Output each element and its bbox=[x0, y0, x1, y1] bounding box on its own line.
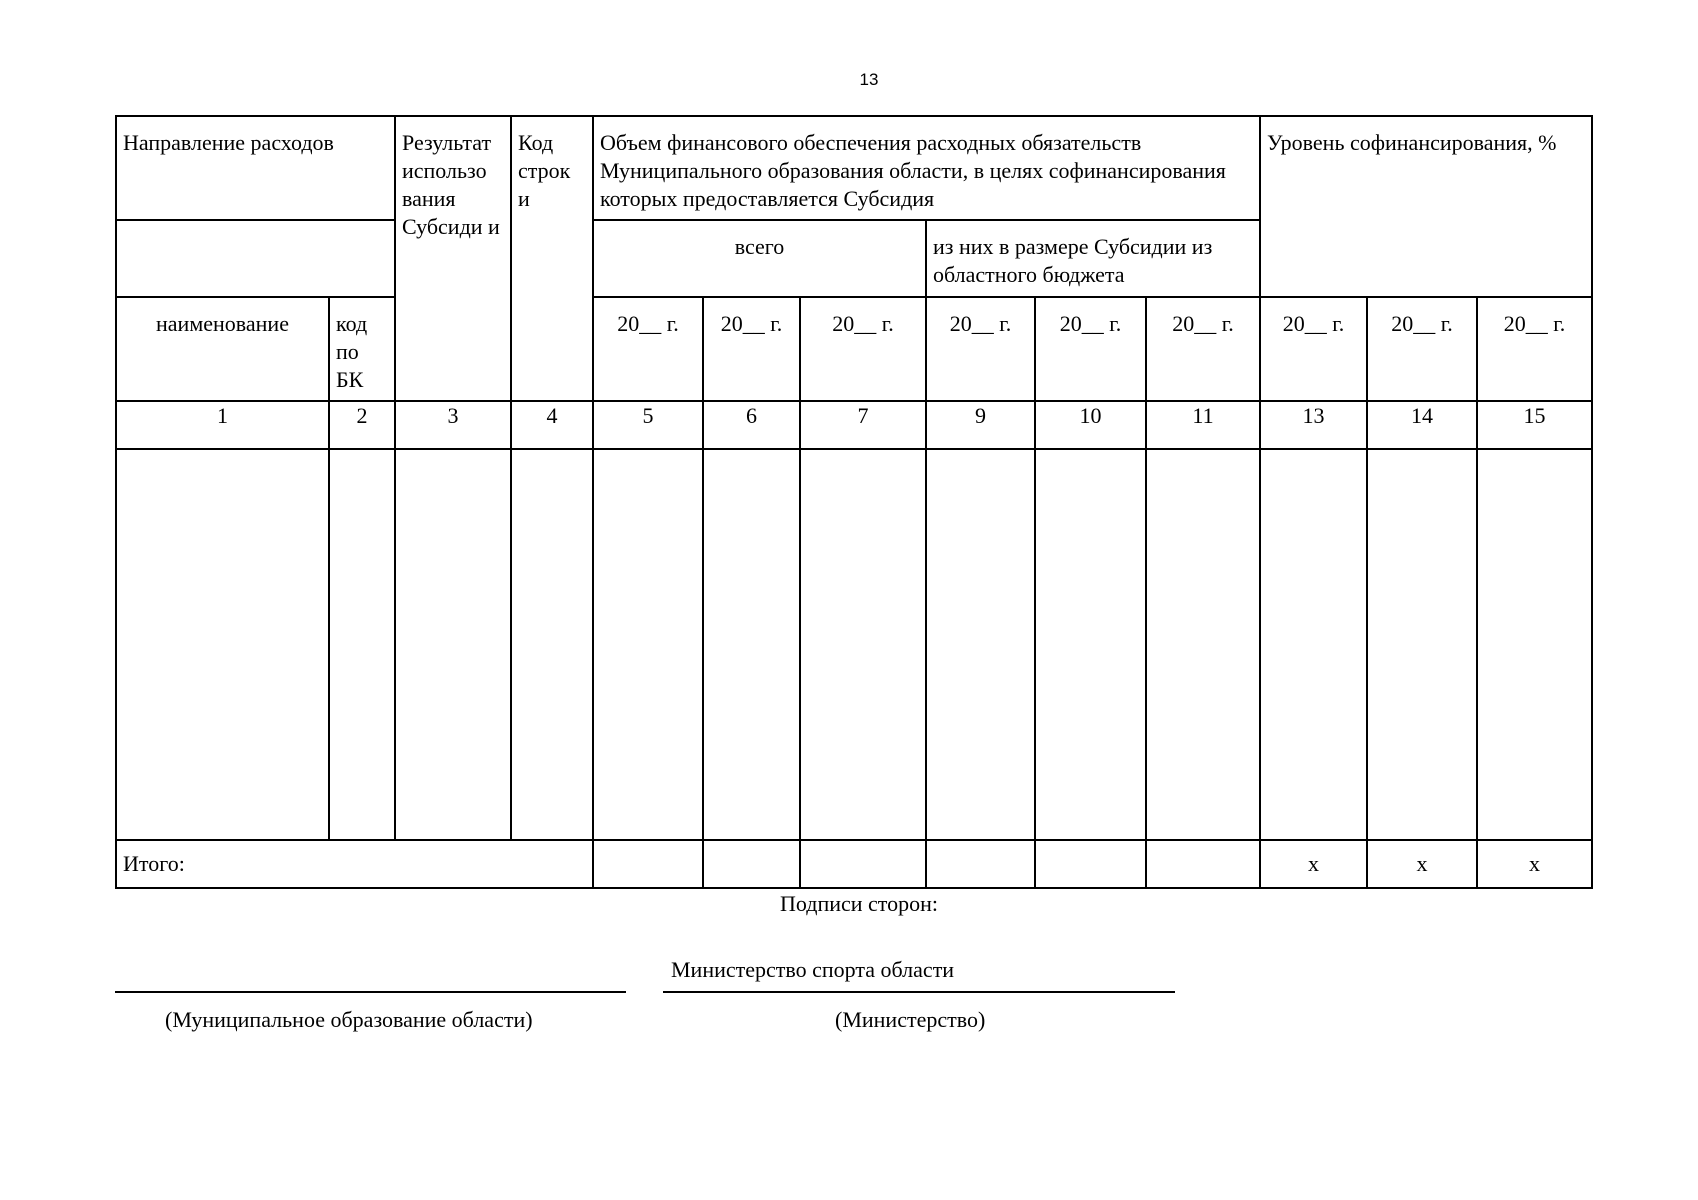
data-row bbox=[116, 449, 1592, 840]
header-line-code: Код строк и bbox=[511, 116, 593, 401]
column-number: 5 bbox=[593, 401, 703, 449]
table-cell[interactable] bbox=[593, 449, 703, 840]
table-cell[interactable] bbox=[1477, 449, 1592, 840]
header-bk-code: код по БК bbox=[329, 297, 395, 401]
column-number: 10 bbox=[1035, 401, 1146, 449]
header-year: 20__ г. bbox=[1035, 297, 1146, 401]
column-number: 6 bbox=[703, 401, 800, 449]
financing-table bbox=[115, 115, 1593, 889]
municipal-caption: (Муниципальное образование области) bbox=[165, 1007, 533, 1032]
table-cell[interactable] bbox=[1260, 449, 1367, 840]
table-cell[interactable] bbox=[800, 840, 926, 888]
column-number: 7 bbox=[800, 401, 926, 449]
table-cell[interactable] bbox=[1035, 840, 1146, 888]
header-year: 20__ г. bbox=[926, 297, 1035, 401]
table-cell[interactable] bbox=[1035, 449, 1146, 840]
total-row bbox=[116, 840, 1592, 888]
header-year: 20__ г. bbox=[593, 297, 703, 401]
column-number: 2 bbox=[329, 401, 395, 449]
ministry-caption: (Министерство) bbox=[835, 1007, 986, 1032]
header-total: всего bbox=[593, 220, 926, 297]
column-number: 3 bbox=[395, 401, 511, 449]
page-number: 13 bbox=[859, 70, 879, 89]
total-x-mark: x bbox=[1260, 840, 1367, 888]
total-x-mark: x bbox=[1477, 840, 1592, 888]
ministry-signature-line bbox=[663, 991, 1175, 993]
table-cell[interactable] bbox=[1367, 449, 1477, 840]
header-of-which: из них в размере Субсидии из областного бюджета bbox=[926, 220, 1260, 297]
header-year: 20__ г. bbox=[1146, 297, 1260, 401]
header-name: наименование bbox=[116, 297, 329, 401]
header-year: 20__ г. bbox=[1477, 297, 1592, 401]
column-number-row bbox=[116, 401, 1592, 449]
header-row-1 bbox=[116, 116, 1592, 220]
header-cofin-level: Уровень софинансирования, % bbox=[1260, 116, 1592, 297]
municipal-signature-line bbox=[115, 991, 626, 993]
header-row-3 bbox=[116, 297, 1592, 401]
table-cell[interactable] bbox=[703, 449, 800, 840]
table-cell[interactable] bbox=[395, 449, 511, 840]
table-cell[interactable] bbox=[926, 449, 1035, 840]
header-result: Результат использо вания Субсиди и bbox=[395, 116, 511, 401]
header-direction-spacer bbox=[116, 220, 395, 297]
table-cell[interactable] bbox=[116, 449, 329, 840]
total-label: Итого: bbox=[116, 840, 593, 888]
column-number: 14 bbox=[1367, 401, 1477, 449]
column-number: 1 bbox=[116, 401, 329, 449]
column-number: 9 bbox=[926, 401, 1035, 449]
header-year: 20__ г. bbox=[1367, 297, 1477, 401]
table-cell[interactable] bbox=[329, 449, 395, 840]
column-number: 13 bbox=[1260, 401, 1367, 449]
total-x-mark: x bbox=[1367, 840, 1477, 888]
header-year: 20__ г. bbox=[800, 297, 926, 401]
header-volume: Объем финансового обеспечения расходных обязательств Муниципального образования области, в целях софинансирования которых предоставляется Субсидия bbox=[593, 116, 1260, 220]
signatures-title: Подписи сторон: bbox=[780, 891, 939, 916]
header-year: 20__ г. bbox=[1260, 297, 1367, 401]
table-cell[interactable] bbox=[593, 840, 703, 888]
column-number: 15 bbox=[1477, 401, 1592, 449]
table-cell[interactable] bbox=[1146, 449, 1260, 840]
table-cell[interactable] bbox=[800, 449, 926, 840]
table-cell[interactable] bbox=[511, 449, 593, 840]
table-cell[interactable] bbox=[1146, 840, 1260, 888]
header-year: 20__ г. bbox=[703, 297, 800, 401]
table-cell[interactable] bbox=[703, 840, 800, 888]
column-number: 11 bbox=[1146, 401, 1260, 449]
ministry-name: Министерство спорта области bbox=[671, 957, 955, 982]
column-number: 4 bbox=[511, 401, 593, 449]
header-direction: Направление расходов bbox=[116, 116, 395, 220]
table-cell[interactable] bbox=[926, 840, 1035, 888]
